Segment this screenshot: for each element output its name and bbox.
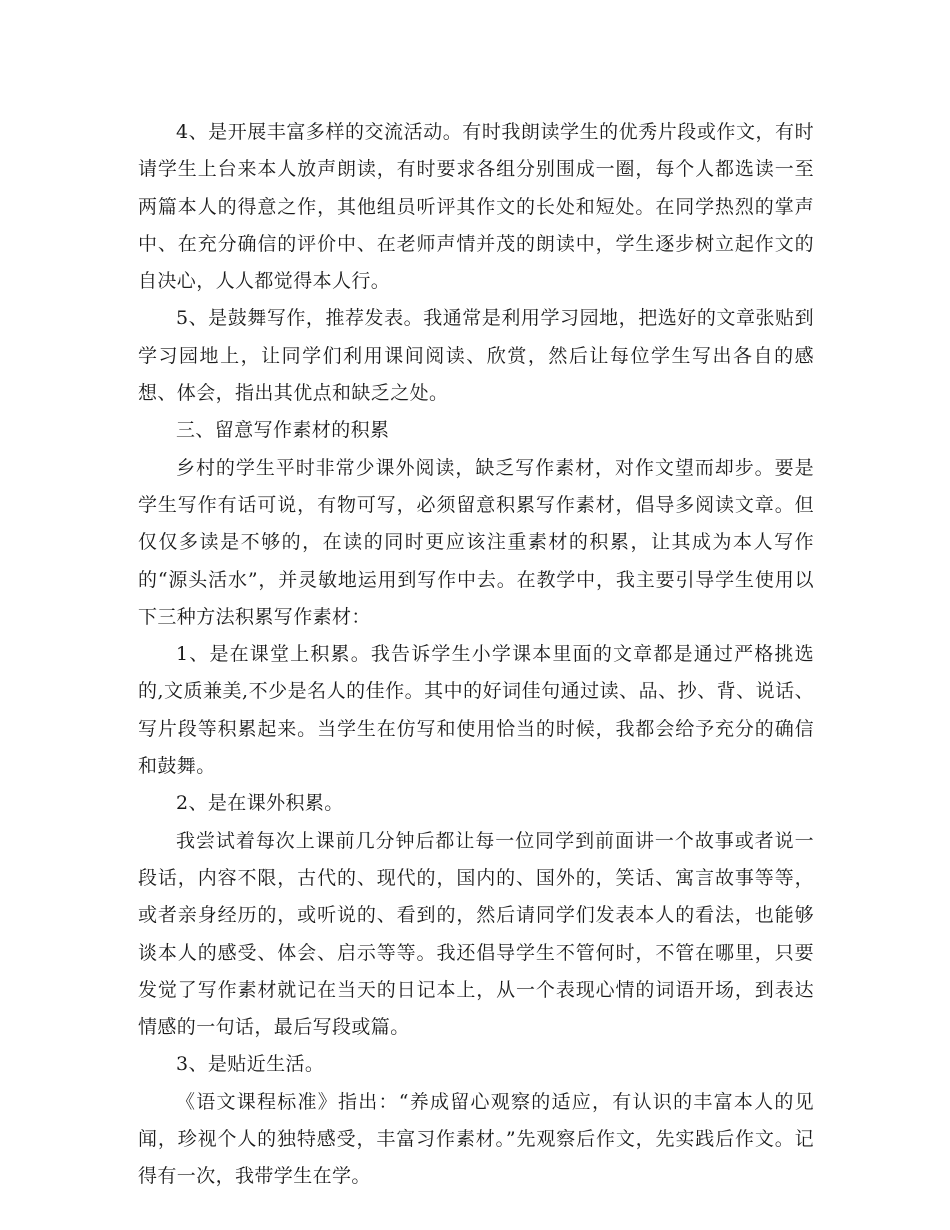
paragraph-publishing: 5、是鼓舞写作，推荐发表。我通常是利用学习园地，把选好的文章张贴到学习园地上，让同学们利用课间阅读、欣赏，然后让每位学生写出各自的感想、体会，指出其优点和缺乏之处。	[138, 307, 814, 405]
paragraph-classroom-accumulation: 1、是在课堂上积累。我告诉学生小学课本里面的文章都是通过严格挑选的,文质兼美,不少是名人的佳作。其中的好词佳句通过读、品、抄、背、说话、写片段等积累起来。当学生在仿写和使用恰当的时候，我都会给予充分的确信和鼓舞。	[138, 643, 814, 778]
paragraph-extracurricular-heading: 2、是在课外积累。	[176, 792, 344, 815]
paragraph-activities: 4、是开展丰富多样的交流活动。有时我朗读学生的优秀片段或作文，有时请学生上台来本人放声朗读，有时要求各组分别围成一圈，每个人都选读一至两篇本人的得意之作，其他组员听评其作文的长处和短处。在同学热烈的掌声中、在充分确信的评价中、在老师声情并茂的朗读中，学生逐步树立起作文的自决心，人人都觉得本人行。	[138, 121, 814, 293]
paragraph-life-heading: 3、是贴近生活。	[176, 1053, 325, 1076]
paragraph-curriculum-standard: 《语文课程标准》指出：“养成留心观察的适应，有认识的丰富本人的见闻，珍视个人的独特感受，丰富习作素材。”先观察后作文，先实践后作文。记得有一次，我带学生在学。	[138, 1090, 814, 1188]
paragraph-materials-intro: 乡村的学生平时非常少课外阅读，缺乏写作素材，对作文望而却步。要是学生写作有话可说，有物可写，必须留意积累写作素材，倡导多阅读文章。但仅仅多读是不够的，在读的同时更应该注重素材的积累，让其成为本人写作的“源头活水”，并灵敏地运用到写作中去。在教学中，我主要引导学生使用以下三种方法积累写作素材：	[138, 456, 814, 628]
paragraph-extracurricular-detail: 我尝试着每次上课前几分钟后都让每一位同学到前面讲一个故事或者说一段话，内容不限，古代的、现代的，国内的、国外的，笑话、寓言故事等等，或者亲身经历的，或听说的、看到的，然后请同学们发表本人的看法，也能够谈本人的感受、体会、启示等等。我还倡导学生不管何时，不管在哪里，只要发觉了写作素材就记在当天的日记本上，从一个表现心情的词语开场，到表达情感的一句话，最后写段或篇。	[138, 829, 814, 1039]
document-body	[138, 114, 814, 1196]
section-heading-materials: 三、留意写作素材的积累	[176, 419, 390, 442]
